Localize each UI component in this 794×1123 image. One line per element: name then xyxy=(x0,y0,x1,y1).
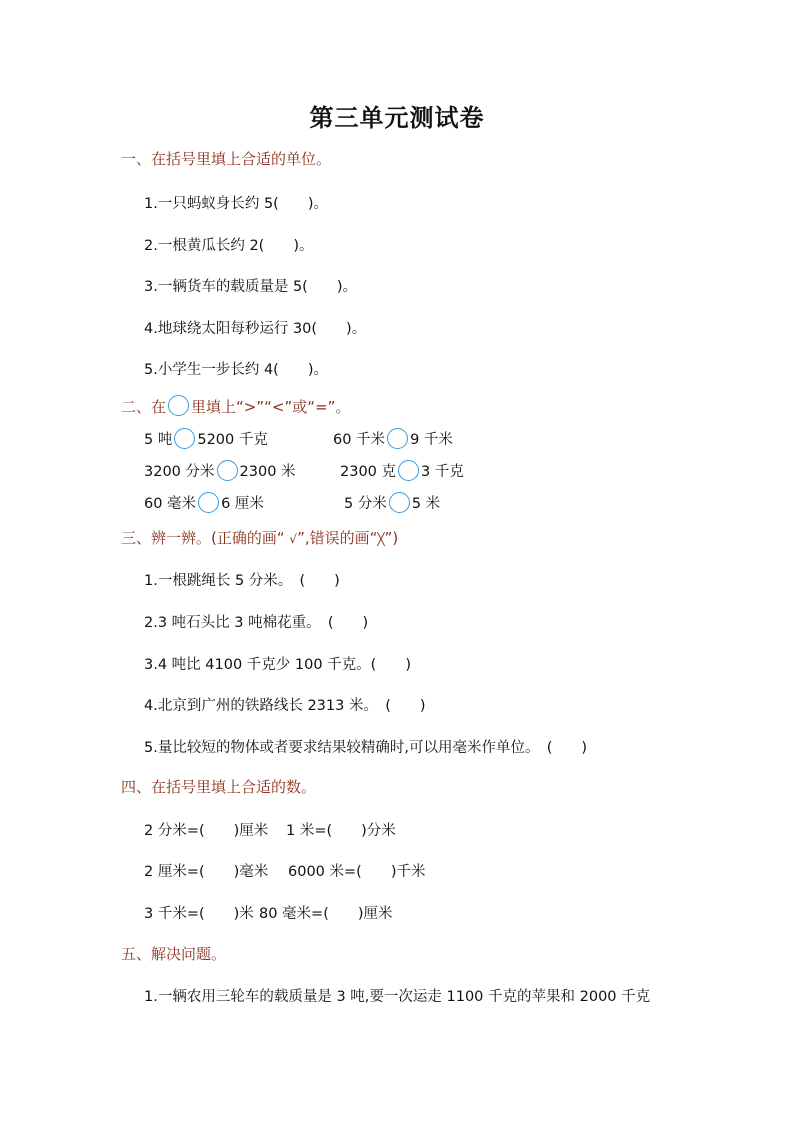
compare-item xyxy=(333,428,453,451)
section-1-question-2: 2.一根黄瓜长约 2( )。 xyxy=(144,238,314,254)
compare-right: 5200 千克 xyxy=(197,432,268,448)
section-2-heading-prefix: 二、在 xyxy=(121,398,167,416)
section-5-question-1: 1.一辆农用三轮车的载质量是 3 吨,要一次运走 1100 千克的苹果和 2000 千克 xyxy=(144,989,651,1005)
section-3-heading xyxy=(121,527,398,548)
compare-left: 5 吨 xyxy=(144,432,173,448)
compare-left: 60 千米 xyxy=(333,432,386,448)
compare-item xyxy=(144,428,268,451)
compare-left: 5 分米 xyxy=(344,496,387,512)
compare-item xyxy=(340,460,464,483)
compare-left: 3200 分米 xyxy=(144,464,215,480)
section-2-heading xyxy=(121,396,350,418)
section-3-question-1: 1.一根跳绳长 5 分米。 ( ) xyxy=(144,573,340,589)
answer-circle-icon[interactable] xyxy=(198,492,219,513)
compare-right: 3 千克 xyxy=(421,464,464,480)
section-3-question-5: 5.量比较短的物体或者要求结果较精确时,可以用毫米作单位。 ( ) xyxy=(144,740,588,756)
answer-circle-icon[interactable] xyxy=(174,428,195,449)
answer-circle-icon[interactable] xyxy=(389,492,410,513)
cross-mark-icon: ╳ xyxy=(377,532,385,546)
section-5-heading: 五、解决问题。 xyxy=(121,945,227,963)
section-3-heading-suffix: ”) xyxy=(384,529,399,547)
compare-item xyxy=(144,492,264,515)
check-mark-icon: √ xyxy=(289,532,298,546)
conversion-right: 80 毫米=( )厘米 xyxy=(259,906,393,922)
section-3-question-3: 3.4 吨比 4100 千克少 100 千克。( ) xyxy=(144,657,411,673)
answer-circle-icon[interactable] xyxy=(387,428,408,449)
section-3-heading-prefix: 三、辨一辨。(正确的画“ xyxy=(121,529,290,547)
section-1-question-4: 4.地球绕太阳每秒运行 30( )。 xyxy=(144,321,367,337)
conversion-left: 2 分米=( )厘米 xyxy=(144,823,269,839)
section-1-question-1: 1.一只蚂蚁身长约 5( )。 xyxy=(144,196,328,212)
section-3-question-4: 4.北京到广州的铁路线长 2313 米。 ( ) xyxy=(144,698,426,714)
section-3-heading-middle: ”,错误的画“ xyxy=(297,529,378,547)
compare-item xyxy=(144,460,296,483)
compare-right: 9 千米 xyxy=(410,432,453,448)
conversion-left: 3 千米=( )米 xyxy=(144,906,254,922)
answer-circle-icon[interactable] xyxy=(217,460,238,481)
section-1-heading: 一、在括号里填上合适的单位。 xyxy=(121,150,332,168)
compare-circle-icon xyxy=(168,395,189,416)
compare-left: 2300 克 xyxy=(340,464,397,480)
compare-left: 60 毫米 xyxy=(144,496,197,512)
section-3-question-2: 2.3 吨石头比 3 吨棉花重。 ( ) xyxy=(144,615,369,631)
section-2-heading-suffix: 里填上“>”“<”或“=”。 xyxy=(191,398,351,416)
section-4-heading: 四、在括号里填上合适的数。 xyxy=(121,778,317,796)
section-1-question-3: 3.一辆货车的载质量是 5( )。 xyxy=(144,279,357,295)
conversion-left: 2 厘米=( )毫米 xyxy=(144,864,269,880)
page-title: 第三单元测试卷 xyxy=(309,104,485,132)
section-1-question-5: 5.小学生一步长约 4( )。 xyxy=(144,362,328,378)
compare-right: 2300 米 xyxy=(239,464,296,480)
conversion-right: 1 米=( )分米 xyxy=(286,823,396,839)
answer-circle-icon[interactable] xyxy=(398,460,419,481)
compare-right: 6 厘米 xyxy=(221,496,264,512)
compare-item xyxy=(344,492,440,515)
compare-right: 5 米 xyxy=(411,496,441,512)
conversion-right: 6000 米=( )千米 xyxy=(288,864,426,880)
